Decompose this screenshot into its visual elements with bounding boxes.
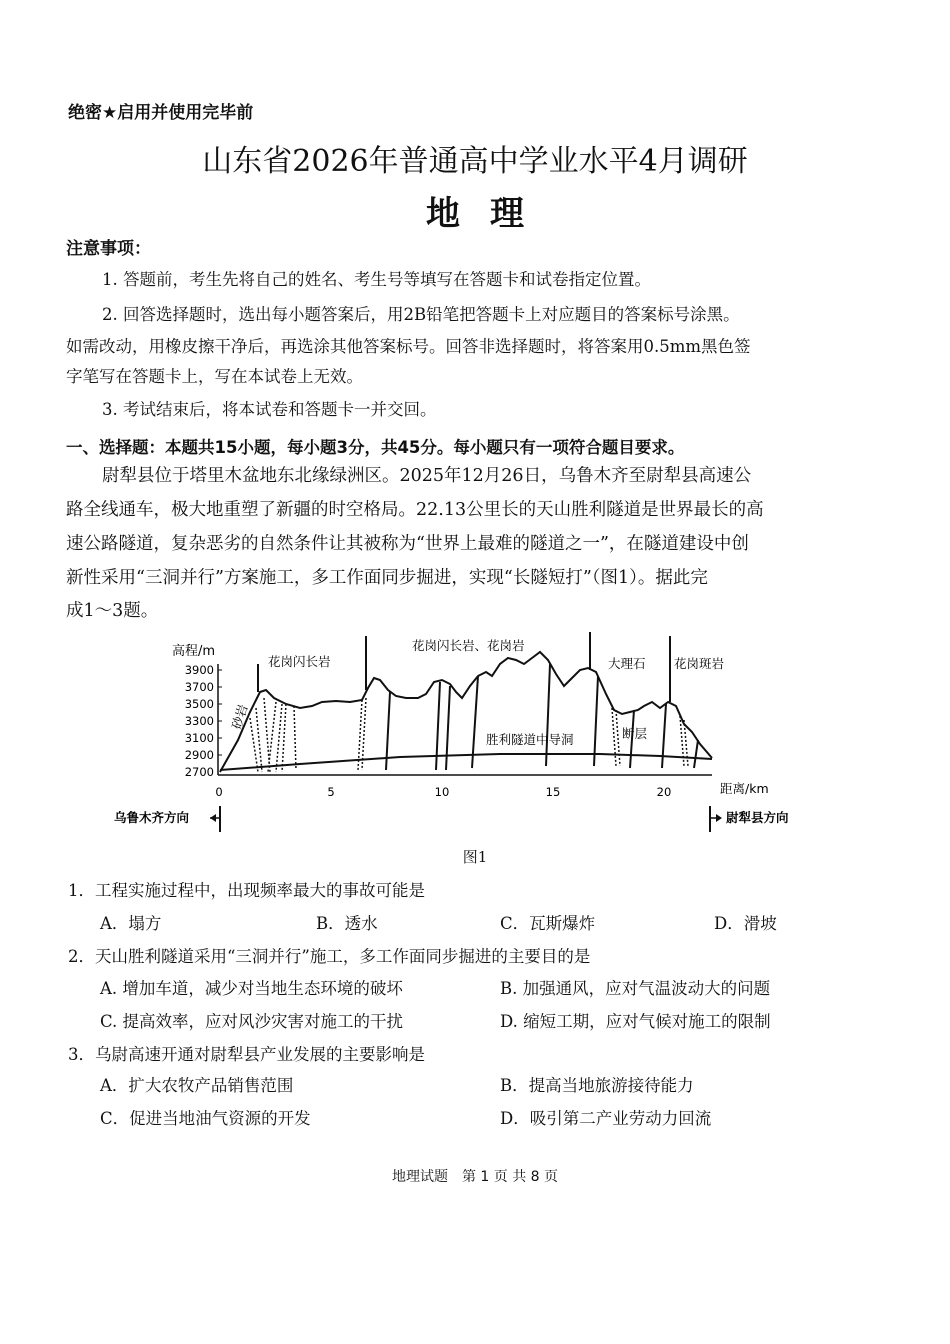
note-item-2-cont: 如需改动，用橡皮擦干净后，再选涂其他答案标号。回答非选择题时，将答案用0.5mm黑色签 <box>66 337 751 356</box>
y-tick: 3500 <box>184 697 214 711</box>
y-tick: 2700 <box>184 765 214 779</box>
notes-heading: 注意事项： <box>66 239 151 259</box>
intro-line-2: 路全线通车，极大地重塑了新疆的时空格局。22.13公里长的天山胜利隧道是世界最长的高 <box>66 500 764 520</box>
y-tick: 3100 <box>184 731 214 745</box>
q3-option-d[interactable]: D．吸引第二产业劳动力回流 <box>500 1109 712 1128</box>
confidential-mark: 绝密★启用并使用完毕前 <box>68 103 254 123</box>
q1-option-a[interactable]: A．塌方 <box>100 914 162 933</box>
y-tick: 3300 <box>184 714 214 728</box>
page-footer: 地理试题 第 1 页 共 8 页 <box>391 1169 559 1185</box>
q1-option-b[interactable]: B．透水 <box>316 914 378 933</box>
q3-option-c[interactable]: C．促进当地油气资源的开发 <box>100 1109 311 1128</box>
q2-option-c[interactable]: C. 提高效率，应对风沙灾害对施工的干扰 <box>100 1012 404 1031</box>
q2-option-a[interactable]: A. 增加车道，减少对当地生态环境的破坏 <box>100 979 403 998</box>
x-tick-labels <box>215 785 671 799</box>
q1-option-d[interactable]: D．滑坡 <box>714 914 777 933</box>
tunnel-line <box>220 754 712 770</box>
y-tick: 3900 <box>184 663 214 677</box>
q3-option-a[interactable]: A．扩大农牧产品销售范围 <box>100 1076 294 1095</box>
q2-option-d[interactable]: D. 缩短工期，应对气候对施工的限制 <box>500 1012 771 1031</box>
subject-title: 地理 <box>426 194 554 234</box>
x-tick: 5 <box>327 785 335 799</box>
figure-caption: 图1 <box>462 848 488 866</box>
intro-line-3: 速公路隧道，复杂恶劣的自然条件让其被称为“世界上最难的隧道之一”，在隧道建设中创 <box>66 534 749 554</box>
note-item-1: 1. 答题前，考生先将自己的姓名、考生号等填写在答题卡和试卷指定位置。 <box>102 270 651 289</box>
intro-line-4: 新性采用“三洞并行”方案施工，多工作面同步掘进，实现“长隧短打”（图1）。据此完 <box>66 568 708 588</box>
rock-label-granodiorite: 花岗闪长岩 <box>268 654 331 669</box>
right-direction-label: 尉犁县方向 <box>726 810 789 825</box>
question-2-stem: 2．天山胜利隧道采用“三洞并行”施工，多工作面同步掘进的主要目的是 <box>68 947 591 966</box>
arrow-right-icon <box>716 814 722 822</box>
q1-option-c[interactable]: C．瓦斯爆炸 <box>500 914 596 933</box>
x-axis-label: 距离/km <box>720 781 769 796</box>
left-direction-label: 乌鲁木齐方向 <box>114 810 190 825</box>
figure-1-profile <box>100 628 820 843</box>
question-3-stem: 3．乌尉高速开通对尉犁县产业发展的主要影响是 <box>68 1045 425 1064</box>
arrow-left-icon <box>210 814 216 822</box>
x-tick: 20 <box>656 785 672 799</box>
y-axis-label: 高程/m <box>172 644 216 659</box>
fault-label: 断层 <box>622 726 648 741</box>
rock-label-granodiorite-granite: 花岗闪长岩、花岗岩 <box>412 638 525 653</box>
note-item-2: 2. 回答选择题时，选出每小题答案后，用2B铅笔把答题卡上对应题目的答案标号涂黑。 <box>102 305 740 324</box>
section-heading: 一、选择题：本题共15小题，每小题3分，共45分。每小题只有一项符合题目要求。 <box>66 438 685 457</box>
x-tick: 0 <box>215 785 223 799</box>
rock-label-granite-porphyry: 花岗斑岩 <box>674 656 725 671</box>
rock-label-sandstone: 砂岩 <box>228 702 251 731</box>
y-tick: 2900 <box>184 748 214 762</box>
rock-label-marble: 大理石 <box>608 656 646 671</box>
y-tick: 3700 <box>184 680 214 694</box>
note-item-3: 3. 考试结束后，将本试卷和答题卡一并交回。 <box>102 400 437 419</box>
note-item-2-cont2: 字笔写在答题卡上，写在本试卷上无效。 <box>66 367 363 386</box>
x-tick: 15 <box>545 785 561 799</box>
exam-title: 山东省2026年普通高中学业水平4月调研 <box>202 144 748 179</box>
tunnel-label: 胜利隧道中导洞 <box>486 732 574 747</box>
question-1-stem: 1．工程实施过程中，出现频率最大的事故可能是 <box>68 881 425 900</box>
q3-option-b[interactable]: B．提高当地旅游接待能力 <box>500 1076 694 1095</box>
x-tick: 10 <box>434 785 450 799</box>
y-tick-labels <box>185 663 214 779</box>
q2-option-b[interactable]: B. 加强通风，应对气温波动大的问题 <box>500 979 771 998</box>
intro-line-1: 尉犁县位于塔里木盆地东北缘绿洲区。2025年12月26日，乌鲁木齐至尉犁县高速公 <box>102 466 752 486</box>
intro-line-5: 成1～3题。 <box>66 601 159 621</box>
